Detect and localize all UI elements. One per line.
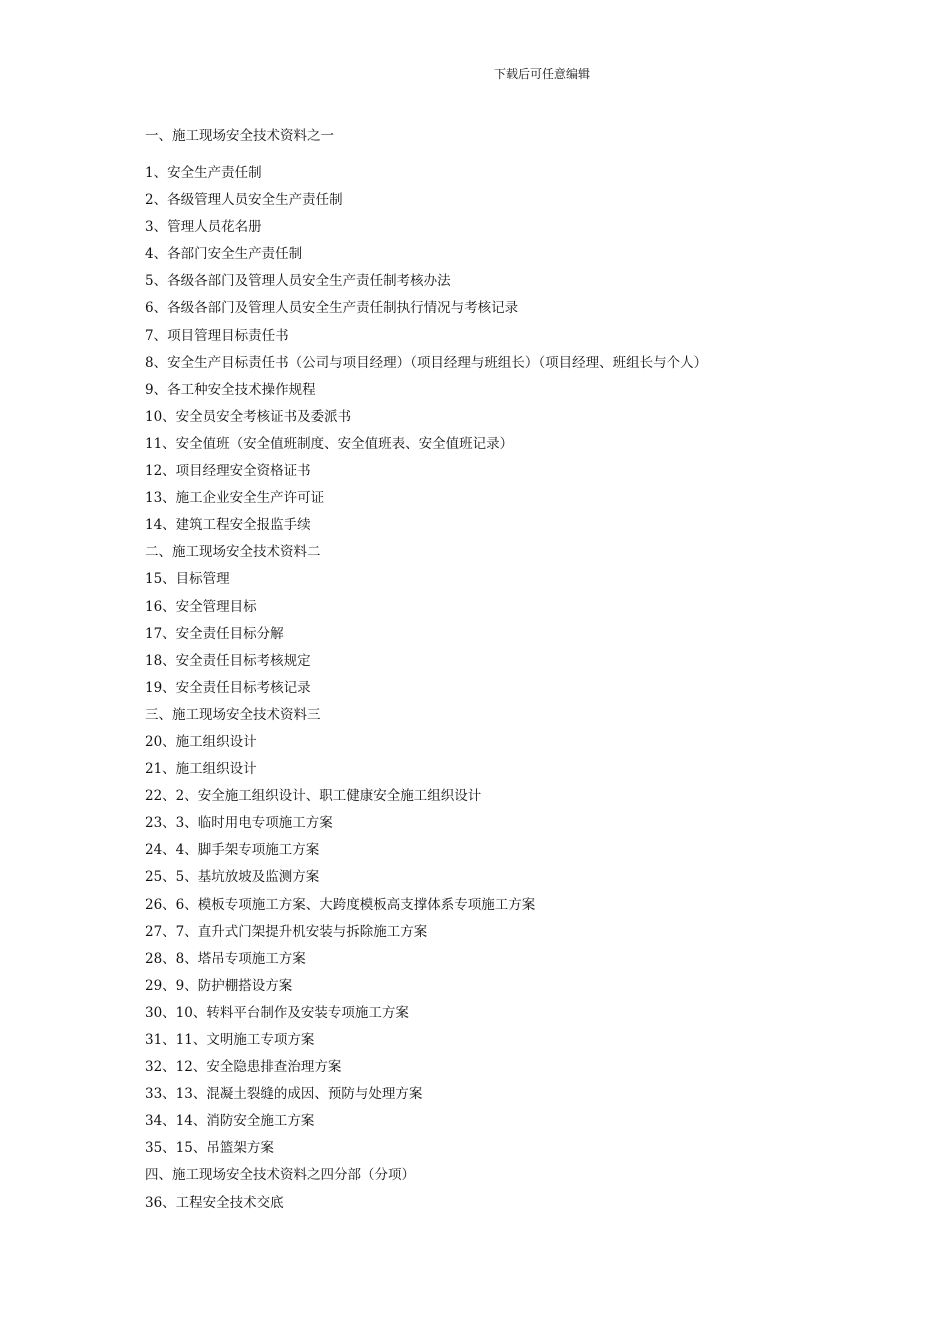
list-item: 1、安全生产责任制 [145, 165, 262, 181]
list-item: 9、各工种安全技术操作规程 [145, 381, 316, 398]
section-title: 一、施工现场安全技术资料之一 [145, 128, 334, 144]
list-item: 三、施工现场安全技术资料三 [145, 706, 321, 723]
list-item: 32、12、安全隐患排查治理方案 [145, 1059, 342, 1076]
list-item: 25、5、基坑放坡及监测方案 [145, 869, 320, 886]
list-item: 29、9、防护棚搭设方案 [145, 977, 293, 994]
list-item: 4、各部门安全生产责任制 [145, 246, 303, 263]
document-body [145, 127, 905, 1217]
list-item: 17、安全责任目标分解 [145, 625, 284, 642]
list-item: 11、安全值班（安全值班制度、安全值班表、安全值班记录） [145, 435, 514, 452]
list-item: 26、6、模板专项施工方案、大跨度模板高支撑体系专项施工方案 [145, 896, 536, 913]
list-item: 7、项目管理目标责任书 [145, 327, 289, 344]
list-item: 6、各级各部门及管理人员安全生产责任制执行情况与考核记录 [145, 300, 519, 317]
list-item: 二、施工现场安全技术资料二 [145, 544, 321, 561]
list-item: 8、安全生产目标责任书（公司与项目经理）（项目经理与班组长）（项目经理、班组长与个人） [145, 354, 708, 371]
list-item: 14、建筑工程安全报监手续 [145, 517, 311, 534]
list-item: 15、目标管理 [145, 571, 230, 588]
list-item: 13、施工企业安全生产许可证 [145, 490, 325, 507]
list-item: 34、14、消防安全施工方案 [145, 1113, 315, 1130]
list-item: 20、施工组织设计 [145, 733, 257, 750]
list-item: 28、8、塔吊专项施工方案 [145, 950, 306, 967]
list-item: 27、7、直升式门架提升机安装与拆除施工方案 [145, 923, 428, 940]
item-list [145, 160, 905, 1217]
list-item: 16、安全管理目标 [145, 598, 257, 615]
list-item: 12、项目经理安全资格证书 [145, 463, 311, 480]
list-item: 5、各级各部门及管理人员安全生产责任制考核办法 [145, 273, 451, 290]
list-item: 21、施工组织设计 [145, 761, 257, 778]
list-item: 四、施工现场安全技术资料之四分部（分项） [145, 1167, 415, 1184]
list-item: 23、3、临时用电专项施工方案 [145, 815, 333, 832]
list-item: 31、11、文明施工专项方案 [145, 1032, 315, 1048]
list-item: 18、安全责任目标考核规定 [145, 652, 311, 669]
list-item: 33、13、混凝土裂缝的成因、预防与处理方案 [145, 1086, 423, 1103]
list-item: 35、15、吊篮架方案 [145, 1140, 274, 1157]
list-item: 36、工程安全技术交底 [145, 1194, 284, 1211]
list-item: 30、10、转料平台制作及安装专项施工方案 [145, 1004, 409, 1021]
list-item: 2、各级管理人员安全生产责任制 [145, 192, 343, 209]
list-item: 24、4、脚手架专项施工方案 [145, 842, 320, 859]
list-item: 3、管理人员花名册 [145, 219, 262, 236]
list-item: 10、安全员安全考核证书及委派书 [145, 408, 352, 425]
list-item: 22、2、安全施工组织设计、职工健康安全施工组织设计 [145, 788, 482, 805]
header-note: 下载后可任意编辑 [494, 67, 591, 81]
list-item: 19、安全责任目标考核记录 [145, 679, 311, 696]
